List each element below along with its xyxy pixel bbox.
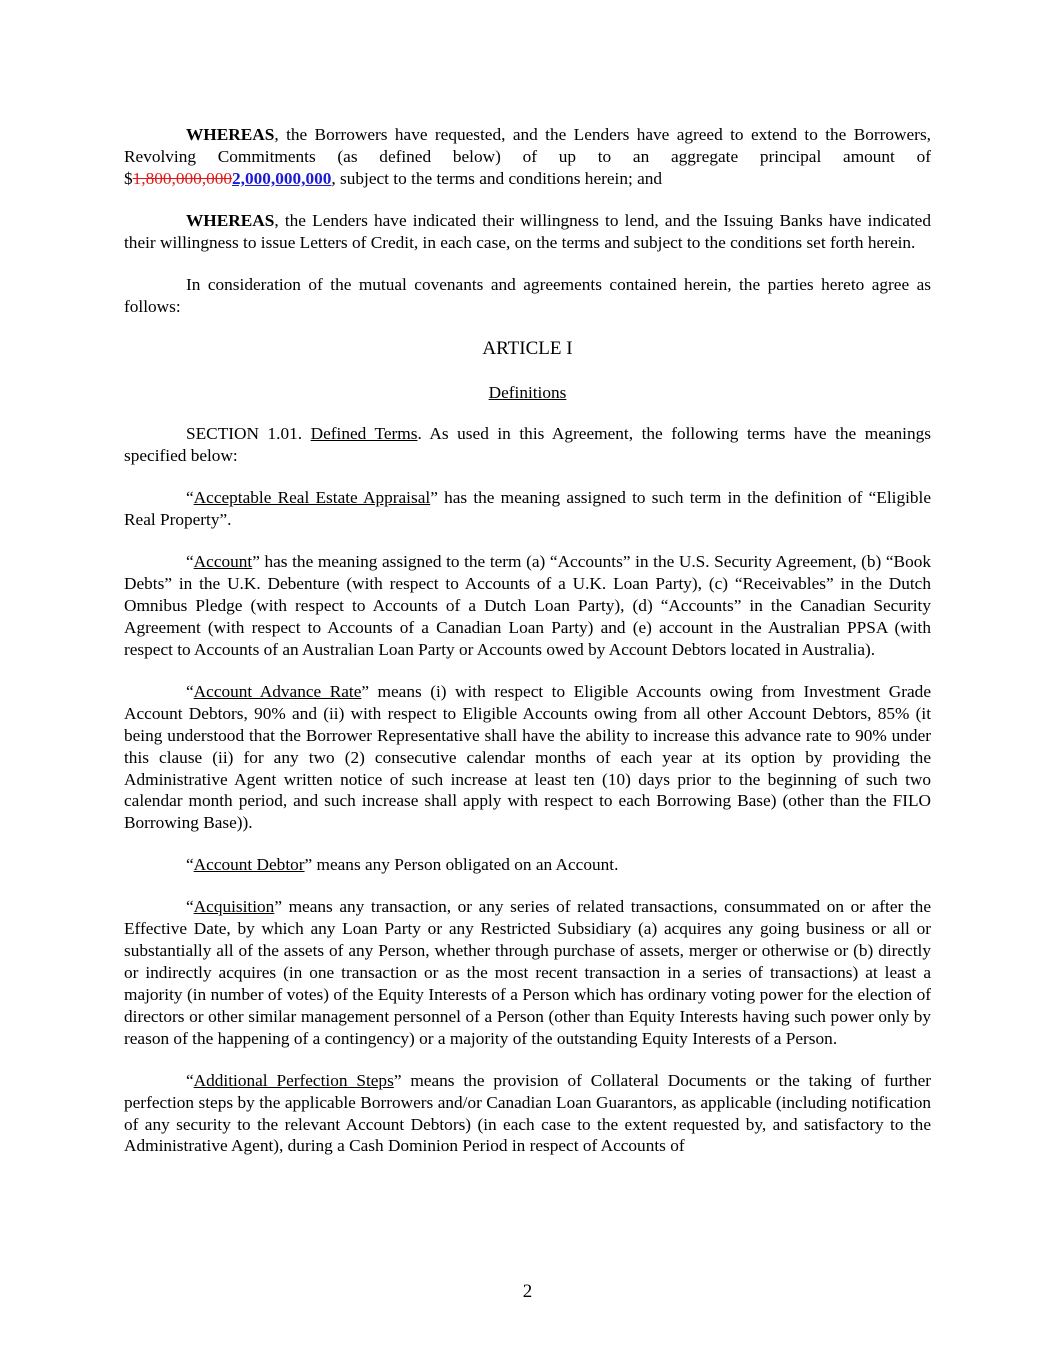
defined-term: Account [193, 552, 253, 572]
section-paragraph [124, 423, 931, 467]
whereas-paragraph-2 [124, 210, 931, 254]
definition-text: ” has the meaning assigned to the term (a) “Accounts” in the U.S. Security Agreement, (b) “Book Debts” in the U.K. Debenture (with respect to Accounts of a U.K. Loan Party), (c) “Receivables” in the Dutch Omnibus Pledge (with respect to Accounts of a Dutch Loan Party), (d) “Accounts” in the Canadian Security Agreement (with respect to Accounts of a Canadian Loan Party) and (e) account in the Australian PPSA (with respect to Accounts of an Australian Loan Party or Accounts owed by Account Debtors located in Australia). [124, 552, 931, 659]
whereas-text: , the Lenders have indicated their willingness to lend, and the Issuing Banks have indicated their willingness to issue Letters of Credit, in each case, on the terms and subject to the conditions set forth herein. [124, 210, 931, 252]
definition-text: ” means any Person obligated on an Account. [304, 855, 619, 875]
definition-paragraph: “Additional Perfection Steps” means the provision of Collateral Documents or the taking of further perfection steps by the applicable Borrowers and/or Canadian Loan Guarantors, as applicable (including notification of any security to the relevant Account Debtors) (in each case to the extent requested by, and satisfactory to the Administrative Agent), during a Cash Dominion Period in respect of Accounts of [124, 1070, 931, 1156]
defined-term: Acquisition [193, 897, 275, 917]
definition-text: ” means the provision of Collateral Documents or the taking of further perfection steps by the applicable Borrowers and/or Canadian Loan Guarantors, as applicable (including notification of any security to the relevant Account Debtors) (in each case to the extent requested by, and satisfactory to the Administrative Agent), during a Cash Dominion Period in respect of Accounts of [124, 1070, 931, 1156]
defined-term: Additional Perfection Steps [193, 1070, 394, 1090]
defined-term: Acceptable Real Estate Appraisal [193, 488, 431, 508]
article-subtitle-text: Definitions [488, 382, 567, 402]
consideration-paragraph: In consideration of the mutual covenants and agreements contained herein, the parties hereto agree as follows: [124, 274, 931, 316]
definition-paragraph: “Account” has the meaning assigned to the term (a) “Accounts” in the U.S. Security Agreement, (b) “Book Debts” in the U.K. Debenture (with respect to Accounts of a U.K. Loan Party), (c) “Receivables” in the Dutch Omnibus Pledge (with respect to Accounts of a Dutch Loan Party), (d) “Accounts” in the Canadian Security Agreement (with respect to Accounts of a Canadian Loan Party) and (e) account in the Australian PPSA (with respect to Accounts of an Australian Loan Party or Accounts owed by Account Debtors located in Australia). [124, 552, 931, 659]
whereas-paragraph-1 [124, 124, 931, 190]
definition-text: ” means (i) with respect to Eligible Accounts owing from Investment Grade Account Debtors, 90% and (ii) with respect to Eligible Accounts owing from all other Account Debtors, 85% (it being understood that the Borrower Representative shall have the ability to increase this advance rate to 90% under this clause (ii) for any two (2) consecutive calendar months of each year at its option by providing the Administrative Agent written notice of such increase at least ten (10) days prior to the beginning of such two calendar month period, and such increase shall apply with respect to each Borrowing Base) (other than the FILO Borrowing Base)). [124, 681, 931, 833]
definition-paragraph: “Account Debtor” means any Person obligated on an Account. [186, 855, 619, 875]
inserted-amount: 2,000,000,000 [232, 168, 332, 188]
article-title: ARTICLE I [482, 337, 573, 359]
defined-term: Account Advance Rate [193, 681, 362, 701]
whereas-text: , subject to the terms and conditions herein; and [331, 168, 663, 188]
definition-text: ” means any transaction, or any series of related transactions, consummated on or after the Effective Date, by which any Loan Party or any Restricted Subsidiary (a) acquires any going business or all or substantially all of the assets of any Person, whether through purchase of assets, merger or otherwise or (b) directly or indirectly acquires (in one transaction or as the most recent transaction in a series of transactions) at least a majority (in number of votes) of the Equity Interests of a Person which has ordinary voting power for the election of directors or other similar management personnel of a Person (other than Equity Interests having such power only by reason of the happening of a contingency) or a majority of the outstanding Equity Interests of a Person. [124, 897, 931, 1048]
defined-term: Account Debtor [193, 855, 305, 875]
definition-text: ” has the meaning assigned to such term in the definition of “Eligible Real Property”. [124, 488, 931, 530]
whereas-lead: WHEREAS [186, 125, 275, 144]
section-text: . As used in this Agreement, the following terms have the meanings specified below: [124, 424, 931, 466]
definition-paragraph: “Account Advance Rate” means (i) with respect to Eligible Accounts owing from Investment Grade Account Debtors, 90% and (ii) with respect to Eligible Accounts owing from all other Account Debtors, 85% (it being understood that the Borrower Representative shall have the ability to increase this advance rate to 90% under this clause (ii) for any two (2) consecutive calendar months of each year at its option by providing the Administrative Agent written notice of such increase at least ten (10) days prior to the beginning of such two calendar month period, and such increase shall apply with respect to each Borrowing Base) (other than the FILO Borrowing Base)). [124, 681, 931, 833]
whereas-text: , the Borrowers have requested, and the Lenders have agreed to extend to the Borrowers, Revolving Commitments (as defined below) of up to an aggregate principal amount of $ [124, 125, 931, 188]
section-title: Defined Terms [310, 424, 418, 444]
section-number: SECTION 1.01. [186, 424, 303, 444]
page-number: 2 [522, 1281, 533, 1302]
definition-paragraph: “Acceptable Real Estate Appraisal” has the meaning assigned to such term in the definition of “Eligible Real Property”. [124, 488, 931, 530]
document-page [124, 124, 931, 1177]
definition-paragraph: “Acquisition” means any transaction, or any series of related transactions, consummated on or after the Effective Date, by which any Loan Party or any Restricted Subsidiary (a) acquires any going business or all or substantially all of the assets of any Person, whether through purchase of assets, merger or otherwise or (b) directly or indirectly acquires (in one transaction or as the most recent transaction in a series of transactions) at least a majority (in number of votes) of the Equity Interests of a Person which has ordinary voting power for the election of directors or other similar management personnel of a Person (other than Equity Interests having such power only by reason of the happening of a contingency) or a majority of the outstanding Equity Interests of a Person. [124, 897, 931, 1048]
whereas-lead: WHEREAS [186, 210, 275, 230]
article-subtitle [124, 382, 931, 404]
deleted-amount: 1,800,000,000 [132, 168, 233, 188]
